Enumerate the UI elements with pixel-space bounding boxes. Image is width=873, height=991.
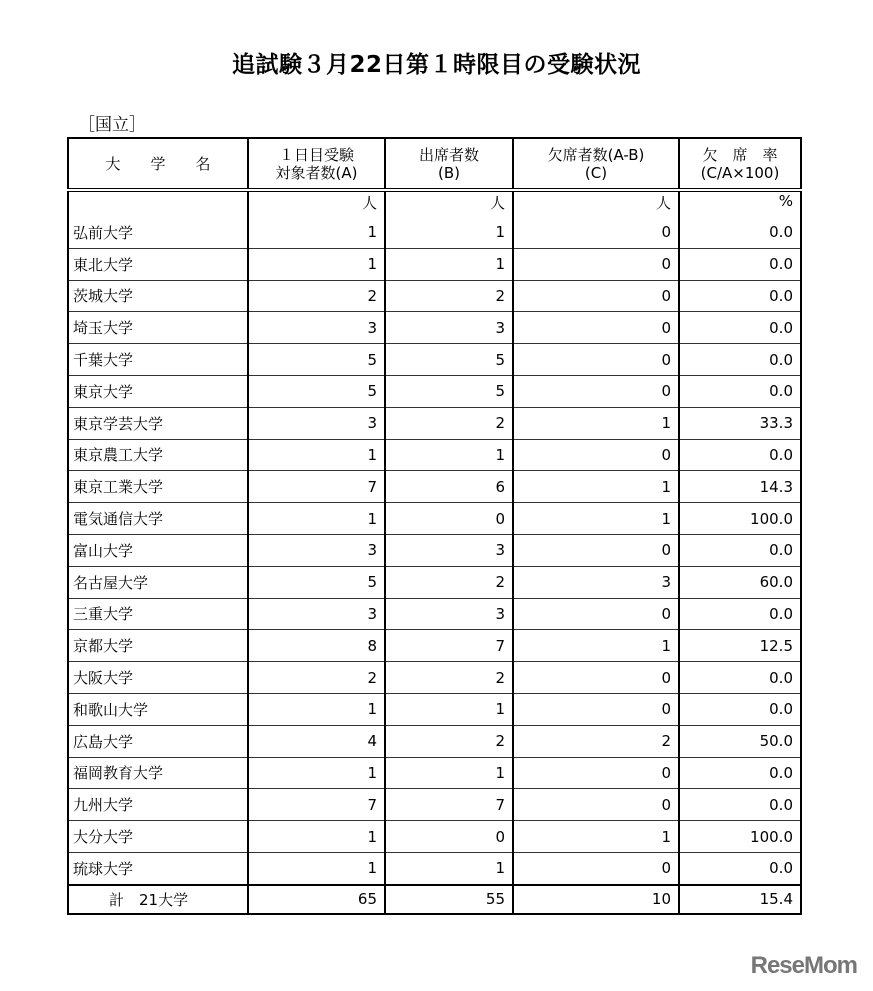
table-cell: 14.3 [679, 471, 801, 503]
table-cell: 1 [248, 217, 385, 248]
table-cell: 0 [513, 789, 679, 821]
table-cell: 65 [248, 885, 385, 914]
table-cell: 5 [248, 566, 385, 598]
table-cell: 7 [248, 789, 385, 821]
table-row [68, 757, 801, 789]
table-cell: 1 [385, 217, 513, 248]
table-cell: 10 [513, 885, 679, 914]
exam-status-table [67, 137, 802, 915]
table-cell: 0 [513, 280, 679, 312]
table-cell: 1 [385, 693, 513, 725]
category-label: ［国立］ [78, 115, 146, 135]
table-cell: 1 [248, 503, 385, 535]
table-cell: 大分大学 [68, 821, 248, 853]
table-cell: 1 [385, 439, 513, 471]
table-cell: 0 [513, 598, 679, 630]
table-cell: 3 [385, 312, 513, 344]
table-cell: 1 [248, 248, 385, 280]
table-row [68, 217, 801, 248]
table-cell: 1 [513, 821, 679, 853]
table-row [68, 789, 801, 821]
table-cell: 九州大学 [68, 789, 248, 821]
table-cell: 1 [248, 821, 385, 853]
table-cell: 1 [385, 248, 513, 280]
table-cell: 琉球大学 [68, 852, 248, 884]
table-cell: 1 [248, 852, 385, 884]
table-row [68, 566, 801, 598]
table-cell: 4 [248, 725, 385, 757]
table-cell: 0.0 [679, 248, 801, 280]
table-cell: 東京農工大学 [68, 439, 248, 471]
table-cell: 2 [385, 407, 513, 439]
table-cell: 0 [513, 344, 679, 376]
table-row [68, 693, 801, 725]
table-row [68, 439, 801, 471]
table-cell: 計 21大学 [68, 885, 248, 914]
column-header: 欠 席 率 (C/A×100) [679, 138, 801, 190]
table-cell: 0.0 [679, 439, 801, 471]
table-cell: 1 [513, 503, 679, 535]
table-row [68, 852, 801, 884]
table-cell: 0 [513, 693, 679, 725]
table-cell: 100.0 [679, 503, 801, 535]
table-cell: 0.0 [679, 344, 801, 376]
table-cell: 0 [513, 248, 679, 280]
table-cell: 2 [385, 725, 513, 757]
resemom-logo: ReseMom [750, 952, 857, 979]
table-cell: 東京工業大学 [68, 471, 248, 503]
table-cell: 2 [513, 725, 679, 757]
table-cell: 60.0 [679, 566, 801, 598]
table-row [68, 630, 801, 662]
table-cell: 0.0 [679, 852, 801, 884]
table-row [68, 375, 801, 407]
table-row [68, 598, 801, 630]
table-cell: 名古屋大学 [68, 566, 248, 598]
table-cell: 33.3 [679, 407, 801, 439]
table-cell: 0 [513, 375, 679, 407]
column-header: 出席者数 (B) [385, 138, 513, 190]
table-cell: 5 [248, 344, 385, 376]
table-cell: 富山大学 [68, 534, 248, 566]
page-title: 追試験３月22日第１時限目の受験状況 [231, 52, 641, 78]
unit-row [68, 190, 801, 217]
table-cell: 2 [385, 662, 513, 694]
table-cell: 電気通信大学 [68, 503, 248, 535]
table-cell: 0.0 [679, 217, 801, 248]
table-cell: 1 [248, 757, 385, 789]
table-cell: 5 [248, 375, 385, 407]
table-row [68, 280, 801, 312]
table-cell: 2 [248, 662, 385, 694]
table-cell: 弘前大学 [68, 217, 248, 248]
table-cell: % [679, 190, 801, 217]
table-cell: 0 [385, 503, 513, 535]
table-row [68, 407, 801, 439]
table-cell: 0 [513, 757, 679, 789]
table-cell: 3 [385, 534, 513, 566]
table-cell: 福岡教育大学 [68, 757, 248, 789]
table-cell: 茨城大学 [68, 280, 248, 312]
table-cell: 0 [513, 217, 679, 248]
table-cell: 1 [385, 757, 513, 789]
table-cell: 東京大学 [68, 375, 248, 407]
table-row [68, 344, 801, 376]
total-row [68, 885, 801, 914]
table-cell: 0 [513, 852, 679, 884]
table-row [68, 248, 801, 280]
table-cell: 0 [513, 439, 679, 471]
table-cell: 7 [248, 471, 385, 503]
table-row [68, 725, 801, 757]
table-cell: 3 [248, 407, 385, 439]
table-cell: 5 [385, 375, 513, 407]
table-cell: 東北大学 [68, 248, 248, 280]
table-row [68, 312, 801, 344]
table-cell: 東京学芸大学 [68, 407, 248, 439]
table-cell: 人 [385, 190, 513, 217]
table-cell: 0.0 [679, 312, 801, 344]
table-cell: 3 [385, 598, 513, 630]
table-cell: 大阪大学 [68, 662, 248, 694]
table-cell: 55 [385, 885, 513, 914]
table-cell: 100.0 [679, 821, 801, 853]
table-cell: 1 [513, 407, 679, 439]
table-cell: 0.0 [679, 598, 801, 630]
table-cell: 三重大学 [68, 598, 248, 630]
table-cell: 0.0 [679, 789, 801, 821]
table-cell: 1 [248, 439, 385, 471]
table-cell: 千葉大学 [68, 344, 248, 376]
table-cell: 7 [385, 789, 513, 821]
table-cell: 15.4 [679, 885, 801, 914]
table-cell: 2 [248, 280, 385, 312]
column-header: 欠席者数(A-B) (C) [513, 138, 679, 190]
table-cell: 2 [385, 566, 513, 598]
table-cell: 3 [248, 534, 385, 566]
table-cell: 広島大学 [68, 725, 248, 757]
table-cell: 0.0 [679, 280, 801, 312]
table-cell: 人 [248, 190, 385, 217]
table-cell: 0 [513, 662, 679, 694]
table-cell: 1 [513, 630, 679, 662]
table-cell: 0.0 [679, 534, 801, 566]
table-row [68, 471, 801, 503]
table-cell: 2 [385, 280, 513, 312]
table-row [68, 662, 801, 694]
table-cell: 0.0 [679, 757, 801, 789]
table-cell: 埼玉大学 [68, 312, 248, 344]
table-cell: 50.0 [679, 725, 801, 757]
table-cell: 和歌山大学 [68, 693, 248, 725]
table-cell: 0.0 [679, 662, 801, 694]
table-row [68, 503, 801, 535]
table-cell: 1 [385, 852, 513, 884]
table-cell: 3 [513, 566, 679, 598]
table-cell: 0 [513, 312, 679, 344]
table-cell: 人 [513, 190, 679, 217]
table-cell: 3 [248, 598, 385, 630]
table-cell: 12.5 [679, 630, 801, 662]
table-cell: 8 [248, 630, 385, 662]
table-row [68, 821, 801, 853]
table-cell: 0.0 [679, 693, 801, 725]
table-cell: 0 [385, 821, 513, 853]
table-cell: 京都大学 [68, 630, 248, 662]
table-cell: 0 [513, 534, 679, 566]
column-header: 大 学 名 [68, 138, 248, 190]
table-cell: 6 [385, 471, 513, 503]
table-cell: 5 [385, 344, 513, 376]
table-cell [68, 190, 248, 217]
table-cell: 1 [513, 471, 679, 503]
table-cell: 0.0 [679, 375, 801, 407]
table-row [68, 534, 801, 566]
table-cell: 3 [248, 312, 385, 344]
table-cell: 1 [248, 693, 385, 725]
table-cell: 7 [385, 630, 513, 662]
column-header: １日目受験 対象者数(A) [248, 138, 385, 190]
